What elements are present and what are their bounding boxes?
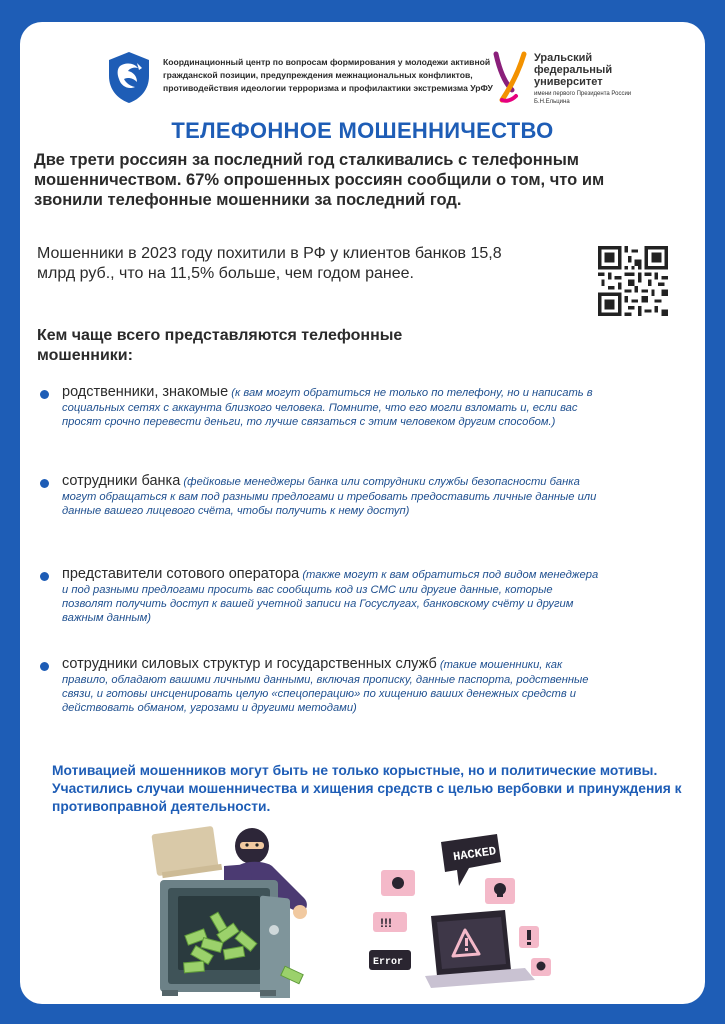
list-heading: Кем чаще всего представляются телефонные мошенники: bbox=[37, 327, 403, 364]
item-title: сотрудники банка bbox=[62, 473, 181, 489]
item-title: представители сотового оператора bbox=[62, 566, 300, 582]
list-item bbox=[40, 656, 600, 715]
item-note: (также могут к вам обратиться под видом менеджера и под разными предлогами просить вас сообщить код из СМС или другие данные, которые позволят получить доступ к вашей учетной записи на Госуслугах, банковскому счёту и другим важным данным) bbox=[62, 569, 599, 624]
list-item bbox=[40, 566, 600, 625]
university-subtitle: имени первого Президента России Б.Н.Ельцина bbox=[534, 91, 632, 105]
thief-safe-illustration bbox=[132, 822, 322, 998]
bullet-icon bbox=[40, 662, 49, 671]
poster-card bbox=[20, 22, 705, 1004]
intro-paragraph: Две трети россиян за последний год сталкивались с телефонным мошенничеством. 67% опрошенных россиян сообщили о том, что им звонили телефонные мошенники за последний год. bbox=[34, 151, 605, 209]
page-title: ТЕЛЕФОННОЕ МОШЕННИЧЕСТВО bbox=[171, 118, 554, 143]
bullet-icon bbox=[40, 390, 49, 399]
item-note: (к вам могут обратиться не только по телефону, но и написать в социальных сетях с аккаунта близкого человека. Помните, что его могли взломать и, если вас просят срочно перевести деньги, то лучше связаться с этим человеком другим способом.) bbox=[62, 387, 593, 428]
urfu-wordmark bbox=[534, 52, 644, 106]
list-item bbox=[40, 384, 600, 429]
alert-label: !!! bbox=[380, 916, 392, 930]
item-note: (фейковые менеджеры банка или сотрудники службы безопасности банка могут обращаться к вам под разными предлогами и требовать предоставить личные данные или данные вашего лицевого счёта, чтобы получить к нему доступ) bbox=[62, 476, 597, 517]
stat-paragraph: Мошенники в 2023 году похитили в РФ у клиентов банков 15,8 млрд руб., что на 11,5% больше, чем годом ранее. bbox=[37, 245, 502, 282]
motive-paragraph: Мотивацией мошенников могут быть не только корыстные, но и политические мотивы. Участились случаи мошенничества и хищения средств с целью вербовки и принуждения к противоправной деятельности. bbox=[52, 763, 682, 814]
university-name: Уральский федеральный университет bbox=[534, 52, 613, 88]
list-item bbox=[40, 473, 600, 518]
urfu-logo-icon bbox=[490, 50, 530, 106]
bullet-icon bbox=[40, 479, 49, 488]
item-note: (такие мошенники, как правило, обладают вашими личными данными, включая прописку, данные паспорта, родственные связи, и готовы инсценировать целую «спецоперацию» по хищению ваших денежных средств и действовать обманом, угрозами и другими методами) bbox=[62, 659, 589, 714]
qr-code-icon[interactable] bbox=[598, 246, 668, 316]
org-name: Координационный центр по вопросам формирования у молодежи активной гражданской позиции, предупреждения межнациональных конфликтов, противодействия идеологии терроризма и профилактики экстремизма УрФУ bbox=[163, 57, 493, 93]
hacked-label: HACKED bbox=[452, 844, 498, 865]
bullet-icon bbox=[40, 572, 49, 581]
item-title: сотрудники силовых структур и государственных служб bbox=[62, 656, 437, 672]
error-label: Error bbox=[373, 957, 404, 968]
item-title: родственники, знакомые bbox=[62, 384, 229, 400]
shield-logo-icon bbox=[106, 50, 152, 104]
hacked-laptop-illustration bbox=[355, 830, 555, 995]
